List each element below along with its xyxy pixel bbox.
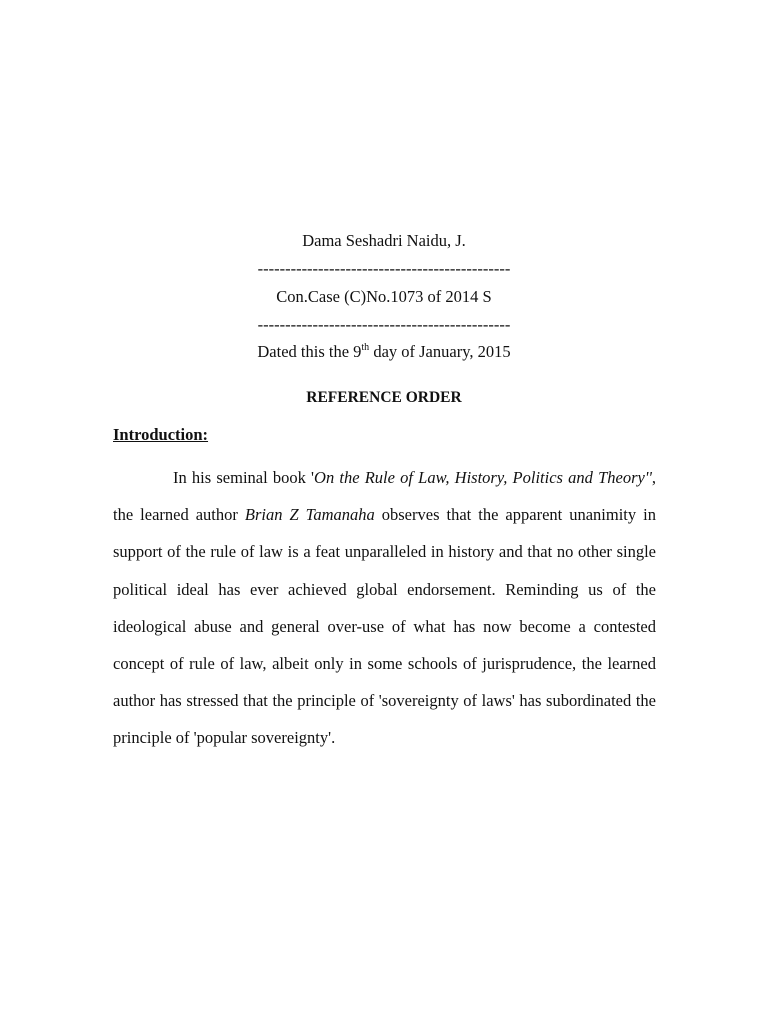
document-title: REFERENCE ORDER — [306, 389, 462, 406]
paragraph-text-1: In his seminal book ' — [173, 468, 315, 487]
judge-name: Dama Seshadri Naidu, J. — [302, 231, 466, 250]
paragraph-text-2: , the learned author — [113, 468, 657, 525]
introduction-paragraph — [113, 459, 656, 757]
author-name: Brian Z Tamanaha — [244, 505, 375, 525]
order-date — [0, 342, 768, 362]
date-suffix: day of January, 2015 — [369, 342, 511, 361]
section-heading: Introduction: — [113, 425, 209, 444]
case-number: Con.Case (C)No.1073 of 2014 S — [276, 287, 492, 306]
paragraph-text-3: observes that the apparent unanimity in support of the rule of law is a feat unparalleled in history and that no other single political ideal has ever achieved global endorsement. Reminding us of the ideological abuse and general over-use of what has now become a contested concept of rule of law, albeit only in some schools of jurisprudence, the learned author has stressed that the principle of 'sovereignty of laws' has subordinated the principle of 'popular sovereignty'. — [113, 505, 656, 748]
date-prefix: Dated this the 9 — [257, 342, 362, 361]
date-superscript: th — [361, 341, 370, 353]
separator-line-top: ---------------------------------------------- — [257, 259, 511, 278]
separator-line-bottom: ---------------------------------------------- — [257, 315, 511, 334]
book-title: On the Rule of Law, History, Politics and Theory'' — [314, 468, 652, 487]
